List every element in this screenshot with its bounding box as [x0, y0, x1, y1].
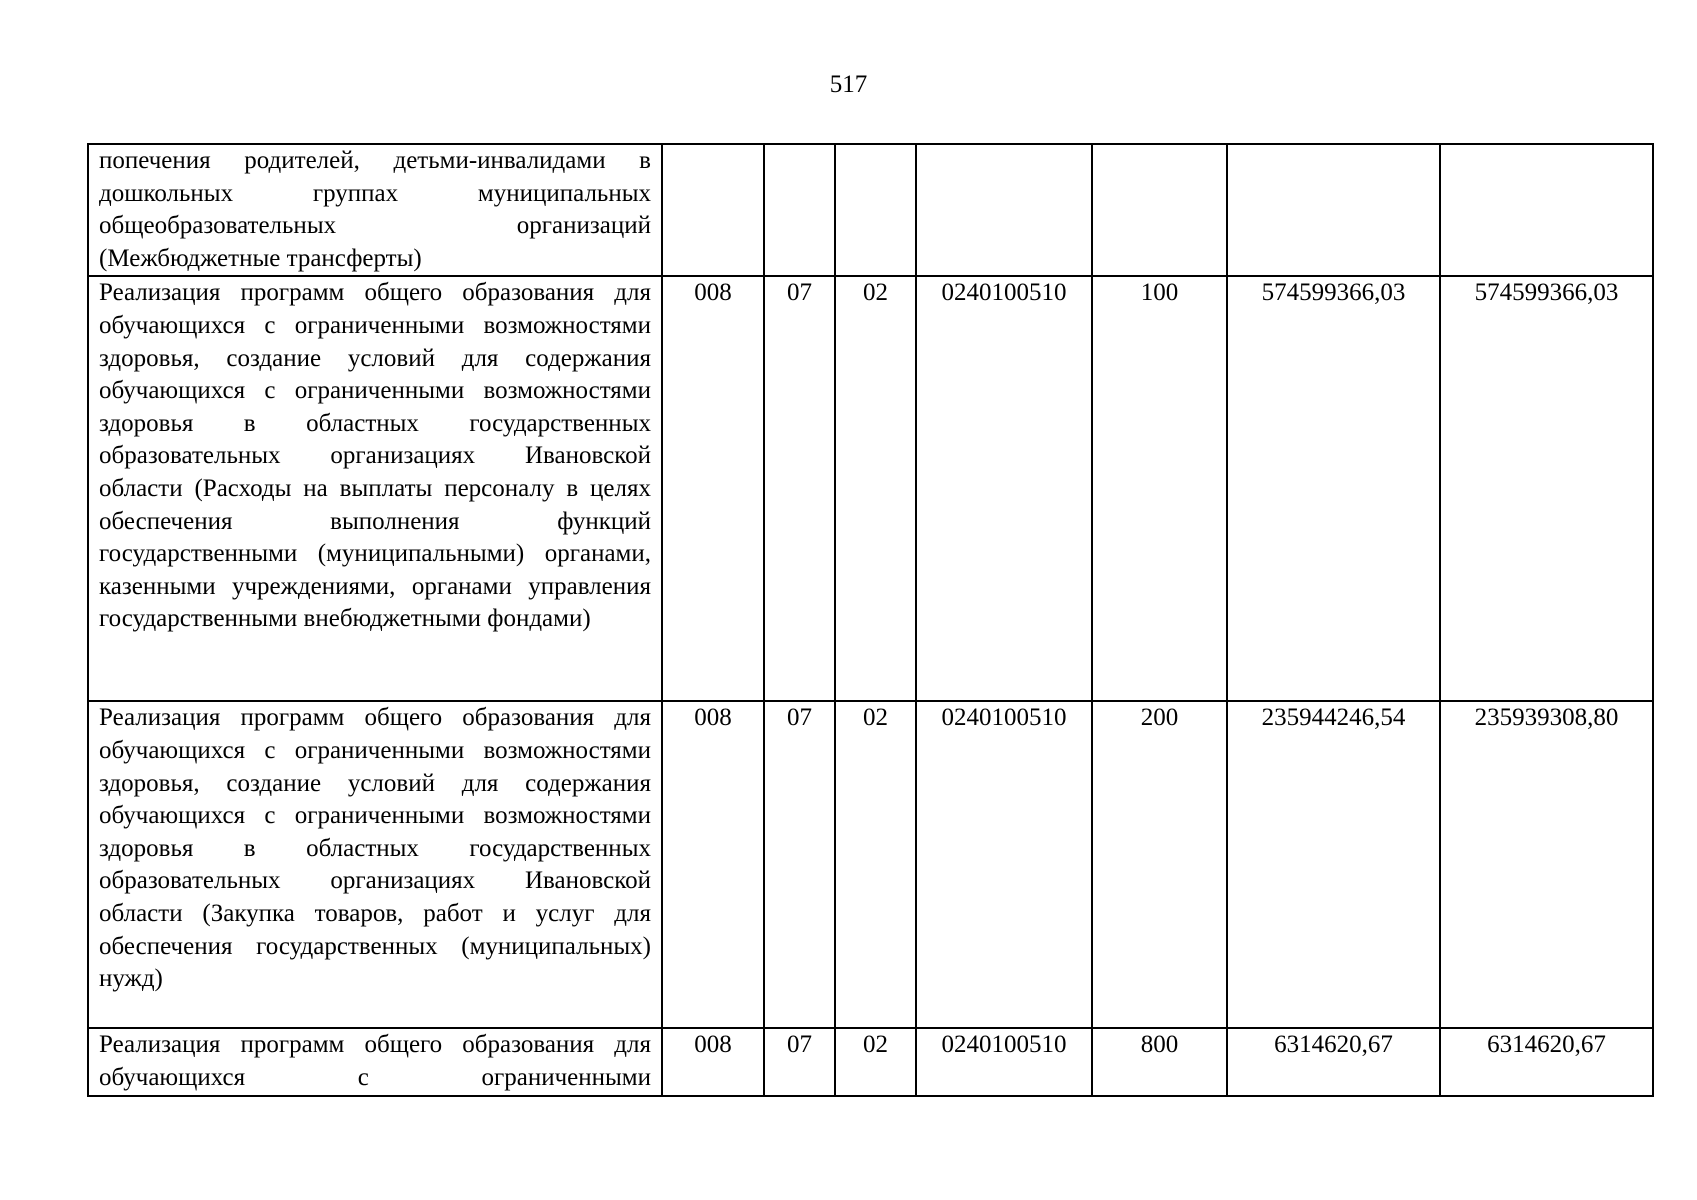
subsection-code — [835, 144, 916, 276]
expense-type-code — [1092, 144, 1227, 276]
subsection-code: 02 — [835, 276, 916, 701]
expense-type-code: 200 — [1092, 701, 1227, 1028]
table-row — [88, 276, 1653, 701]
row-description: Реализация программ общего образования для обучающихся с ограниченными возможностями здоровья, создание условий для содержания обучающихся с ограниченными возможностями здоровья в областных государственных образовательных организациях Ивановской области (Закупка товаров, работ и услуг для обеспечения государственных (муниципальных) нужд) — [88, 701, 662, 1028]
amount-plan: 574599366,03 — [1227, 276, 1440, 701]
target-article-code — [916, 144, 1092, 276]
expense-type-code: 800 — [1092, 1028, 1227, 1095]
row-description: Реализация программ общего образования для обучающихся с ограниченными — [88, 1028, 662, 1095]
amount-actual — [1440, 144, 1653, 276]
ministry-code: 008 — [662, 1028, 764, 1095]
subsection-code: 02 — [835, 701, 916, 1028]
amount-plan: 235944246,54 — [1227, 701, 1440, 1028]
ministry-code — [662, 144, 764, 276]
table-row — [88, 1028, 1653, 1095]
amount-actual: 6314620,67 — [1440, 1028, 1653, 1095]
section-code: 07 — [764, 1028, 835, 1095]
budget-table — [87, 143, 1654, 1097]
target-article-code: 0240100510 — [916, 276, 1092, 701]
target-article-code: 0240100510 — [916, 1028, 1092, 1095]
row-description: попечения родителей, детьми-инвалидами в дошкольных группах муниципальных общеобразовательных организаций (Межбюджетные трансферты) — [88, 144, 662, 276]
ministry-code: 008 — [662, 276, 764, 701]
section-code: 07 — [764, 276, 835, 701]
table-row — [88, 144, 1653, 276]
target-article-code: 0240100510 — [916, 701, 1092, 1028]
ministry-code: 008 — [662, 701, 764, 1028]
subsection-code: 02 — [835, 1028, 916, 1095]
expense-type-code: 100 — [1092, 276, 1227, 701]
section-code — [764, 144, 835, 276]
amount-actual: 235939308,80 — [1440, 701, 1653, 1028]
table-row — [88, 701, 1653, 1028]
row-description: Реализация программ общего образования для обучающихся с ограниченными возможностями здоровья, создание условий для содержания обучающихся с ограниченными возможностями здоровья в областных государственных образовательных организациях Ивановской области (Расходы на выплаты персоналу в целях обеспечения выполнения функций государственными (муниципальными) органами, казенными учреждениями, органами управления государственными внебюджетными фондами) — [88, 276, 662, 701]
amount-plan: 6314620,67 — [1227, 1028, 1440, 1095]
amount-plan — [1227, 144, 1440, 276]
page-number: 517 — [829, 71, 868, 98]
section-code: 07 — [764, 701, 835, 1028]
amount-actual: 574599366,03 — [1440, 276, 1653, 701]
